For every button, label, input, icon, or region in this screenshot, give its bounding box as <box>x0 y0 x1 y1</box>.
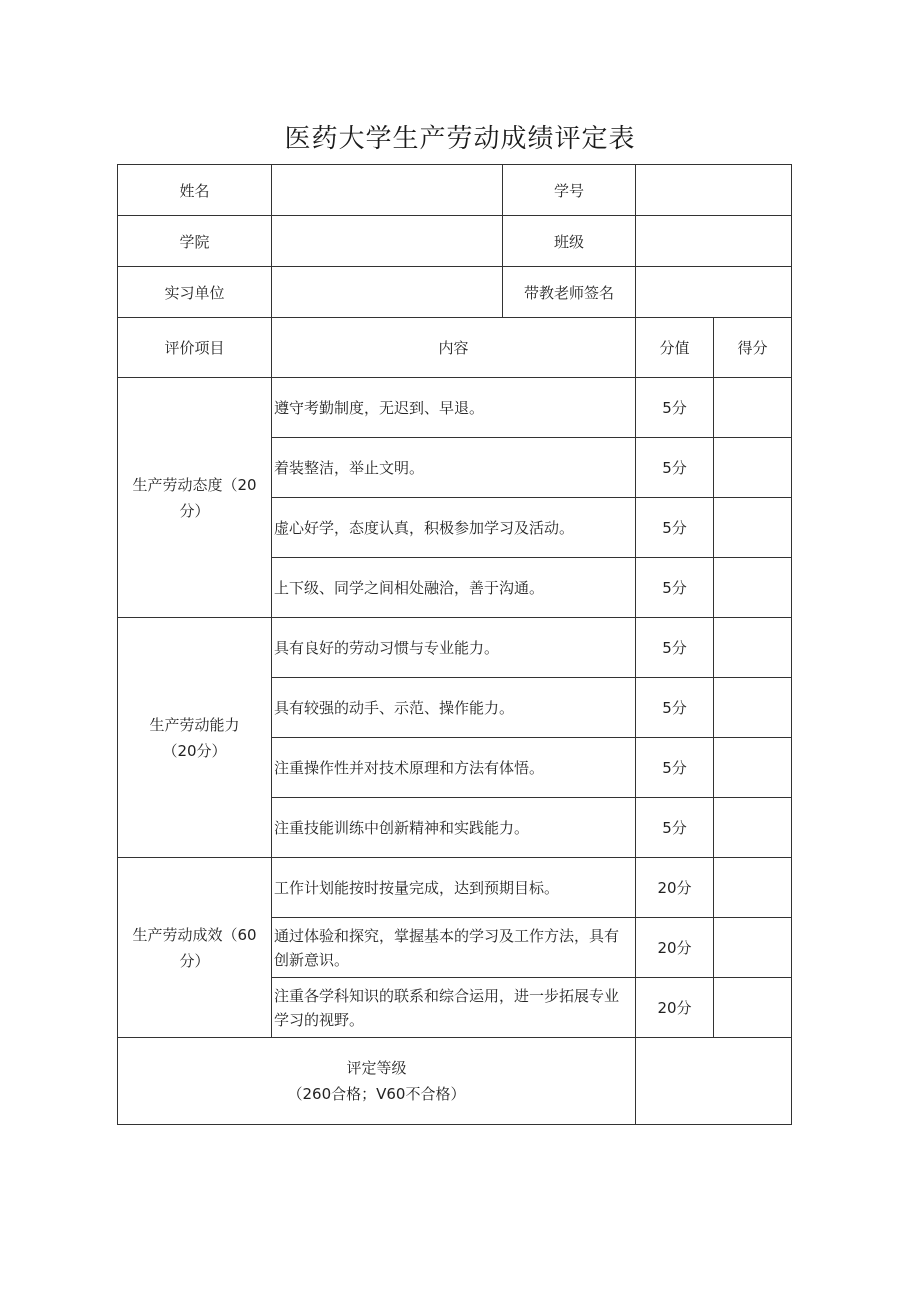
student-id-value-cell[interactable] <box>636 165 792 216</box>
score-cell[interactable] <box>714 618 792 678</box>
score-cell[interactable] <box>714 738 792 798</box>
header-item: 评价项目 <box>118 318 272 378</box>
criterion-content: 注重各学科知识的联系和综合运用，进一步拓展专业学习的视野。 <box>272 978 636 1038</box>
category-effectiveness: 生产劳动成效（60分） <box>118 858 272 1038</box>
criterion-points: 20分 <box>636 978 714 1038</box>
criterion-content: 上下级、同学之间相处融洽，善于沟通。 <box>272 558 636 618</box>
name-label: 姓名 <box>118 165 272 216</box>
score-cell[interactable] <box>714 798 792 858</box>
grade-value-cell[interactable] <box>636 1038 792 1125</box>
student-id-label: 学号 <box>503 165 636 216</box>
criterion-points: 5分 <box>636 498 714 558</box>
category-ability-line2: （20分） <box>162 741 227 760</box>
name-row <box>118 165 792 216</box>
score-cell[interactable] <box>714 498 792 558</box>
criterion-points: 5分 <box>636 678 714 738</box>
header-content: 内容 <box>272 318 636 378</box>
table-row <box>118 618 792 678</box>
criterion-points: 5分 <box>636 438 714 498</box>
score-cell[interactable] <box>714 678 792 738</box>
header-points: 分值 <box>636 318 714 378</box>
teacher-signature-label: 带教老师签名 <box>503 267 636 318</box>
criterion-content: 通过体验和探究，掌握基本的学习及工作方法，具有创新意识。 <box>272 918 636 978</box>
college-value-cell[interactable] <box>272 216 503 267</box>
internship-unit-label: 实习单位 <box>118 267 272 318</box>
class-label: 班级 <box>503 216 636 267</box>
score-cell[interactable] <box>714 978 792 1038</box>
category-attitude: 生产劳动态度（20分） <box>118 378 272 618</box>
criterion-content: 注重技能训练中创新精神和实践能力。 <box>272 798 636 858</box>
class-value-cell[interactable] <box>636 216 792 267</box>
table-row <box>118 858 792 918</box>
grade-label-cell <box>118 1038 636 1125</box>
internship-unit-value-cell[interactable] <box>272 267 503 318</box>
criterion-content: 着装整洁，举止文明。 <box>272 438 636 498</box>
internship-row <box>118 267 792 318</box>
table-row <box>118 378 792 438</box>
criterion-points: 5分 <box>636 618 714 678</box>
header-score: 得分 <box>714 318 792 378</box>
score-cell[interactable] <box>714 858 792 918</box>
criterion-content: 虚心好学，态度认真，积极参加学习及活动。 <box>272 498 636 558</box>
category-ability <box>118 618 272 858</box>
criterion-points: 5分 <box>636 378 714 438</box>
criterion-points: 20分 <box>636 858 714 918</box>
score-cell[interactable] <box>714 918 792 978</box>
grade-row <box>118 1038 792 1125</box>
score-cell[interactable] <box>714 438 792 498</box>
score-cell[interactable] <box>714 378 792 438</box>
criterion-points: 5分 <box>636 558 714 618</box>
form-title: 医药大学生产劳动成绩评定表 <box>284 124 636 154</box>
criterion-points: 20分 <box>636 918 714 978</box>
criterion-points: 5分 <box>636 798 714 858</box>
header-row <box>118 318 792 378</box>
criterion-points: 5分 <box>636 738 714 798</box>
grade-label: 评定等级 <box>346 1059 407 1077</box>
evaluation-table <box>117 164 792 1125</box>
teacher-signature-value-cell[interactable] <box>636 267 792 318</box>
criterion-content: 具有较强的动手、示范、操作能力。 <box>272 678 636 738</box>
criterion-content: 工作计划能按时按量完成，达到预期目标。 <box>272 858 636 918</box>
criterion-content: 注重操作性并对技术原理和方法有体悟。 <box>272 738 636 798</box>
college-label: 学院 <box>118 216 272 267</box>
category-ability-line1: 生产劳动能力 <box>149 715 240 734</box>
criterion-content: 遵守考勤制度，无迟到、早退。 <box>272 378 636 438</box>
college-row <box>118 216 792 267</box>
name-value-cell[interactable] <box>272 165 503 216</box>
score-cell[interactable] <box>714 558 792 618</box>
criterion-content: 具有良好的劳动习惯与专业能力。 <box>272 618 636 678</box>
grade-rule: （260合格；V60不合格） <box>287 1085 466 1103</box>
